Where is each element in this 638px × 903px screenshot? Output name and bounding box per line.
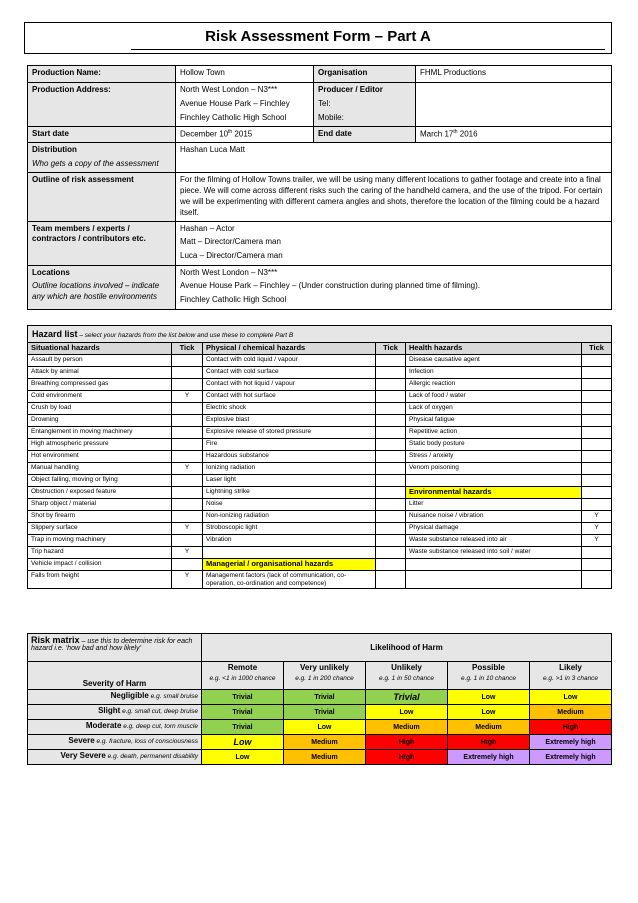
severity-row bbox=[28, 750, 612, 765]
situational-hazard: Drowning bbox=[28, 415, 172, 427]
hazard-row bbox=[28, 379, 612, 391]
col-health: Health hazards bbox=[406, 343, 582, 355]
likelihood-example: e.g. >1 in 3 chance bbox=[542, 675, 599, 682]
severity-example: e.g. deep cut, torn muscle bbox=[121, 723, 198, 730]
physical-hazard: Lightning strike bbox=[203, 487, 376, 499]
producer-label: Producer / Editor bbox=[318, 85, 383, 94]
situational-hazard: Trap in moving machinery bbox=[28, 535, 172, 547]
risk-level-cell: High bbox=[448, 735, 530, 750]
risk-level-cell: Low bbox=[284, 720, 366, 735]
severity-label: Moderate bbox=[85, 721, 122, 730]
risk-level-cell: Trivial bbox=[202, 720, 284, 735]
address-line: North West London – N3*** bbox=[180, 85, 278, 94]
likelihood-example: e.g. 1 in 10 chance bbox=[461, 675, 516, 682]
end-date-value bbox=[416, 127, 612, 143]
health-hazard: Disease causative agent bbox=[406, 355, 582, 367]
likelihood-label: Unlikely bbox=[391, 663, 422, 672]
physical-hazard: Hazardous substance bbox=[203, 451, 376, 463]
risk-level-cell: Medium bbox=[284, 750, 366, 765]
risk-level-cell: Low bbox=[202, 750, 284, 765]
likelihood-label: Likely bbox=[559, 663, 582, 672]
situational-hazard: Attack by animal bbox=[28, 367, 172, 379]
situational-hazard: Trip hazard bbox=[28, 547, 172, 559]
severity-label-cell bbox=[28, 690, 202, 705]
likelihood-column-header bbox=[530, 662, 612, 690]
situational-hazard: Vehicle impact / collision bbox=[28, 559, 172, 571]
situational-tick bbox=[172, 403, 203, 415]
tel-label: Tel: bbox=[318, 98, 331, 108]
distribution-label: Distribution bbox=[32, 145, 77, 155]
health-tick bbox=[582, 571, 612, 589]
start-date-year: 2015 bbox=[232, 129, 253, 139]
location-line: North West London – N3*** bbox=[180, 267, 278, 277]
severity-example: e.g. small cut, deep bruise bbox=[120, 708, 198, 715]
outline-label: Outline of risk assessment bbox=[28, 173, 176, 221]
situational-hazard: Entanglement in moving machinery bbox=[28, 427, 172, 439]
physical-tick bbox=[376, 535, 406, 547]
situational-tick bbox=[172, 379, 203, 391]
distribution-value: Hashan Luca Matt bbox=[176, 143, 612, 173]
situational-hazard: Breathing compressed gas bbox=[28, 379, 172, 391]
physical-hazard: Laser light bbox=[203, 475, 376, 487]
locations-value bbox=[176, 265, 612, 309]
producer-cell bbox=[314, 83, 416, 127]
health-hazard: Stress / anxiety bbox=[406, 451, 582, 463]
col-physical: Physical / chemical hazards bbox=[203, 343, 376, 355]
physical-tick bbox=[376, 511, 406, 523]
hazard-list-title: Hazard list bbox=[32, 329, 78, 339]
health-tick bbox=[582, 463, 612, 475]
health-hazard bbox=[406, 475, 582, 487]
situational-tick: Y bbox=[172, 463, 203, 475]
situational-hazard: Crush by load bbox=[28, 403, 172, 415]
locations-label: Locations bbox=[32, 267, 70, 277]
locations-label-cell bbox=[28, 265, 176, 309]
situational-tick bbox=[172, 367, 203, 379]
situational-tick bbox=[172, 511, 203, 523]
distribution-subtitle: Who gets a copy of the assessment bbox=[32, 159, 159, 169]
start-date-value bbox=[176, 127, 314, 143]
start-date-label: Start date bbox=[28, 127, 176, 143]
health-hazard: Repetitive action bbox=[406, 427, 582, 439]
situational-tick bbox=[172, 415, 203, 427]
health-tick bbox=[582, 379, 612, 391]
hazard-row bbox=[28, 511, 612, 523]
health-tick: Y bbox=[582, 511, 612, 523]
start-date-main: December 10 bbox=[180, 129, 229, 139]
likelihood-column-header bbox=[284, 662, 366, 690]
situational-hazard: Cold environment bbox=[28, 391, 172, 403]
severity-label-cell bbox=[28, 705, 202, 720]
risk-level-cell: Low bbox=[366, 705, 448, 720]
physical-tick bbox=[376, 463, 406, 475]
likelihood-column-header bbox=[448, 662, 530, 690]
severity-example: e.g. death, permanent disability bbox=[105, 753, 198, 760]
physical-hazard: Management factors (lack of communication, co-operation, co-ordination and competence) bbox=[203, 571, 376, 589]
risk-matrix-title: Risk matrix bbox=[31, 635, 80, 645]
health-hazard: Nuisance noise / vibration bbox=[406, 511, 582, 523]
situational-tick: Y bbox=[172, 523, 203, 535]
physical-hazard: Fire bbox=[203, 439, 376, 451]
team-label: Team members / experts / contractors / contributors etc. bbox=[28, 221, 176, 265]
severity-example: e.g. fracture, loss of consciousness bbox=[94, 738, 198, 745]
physical-tick bbox=[376, 523, 406, 535]
physical-tick bbox=[376, 427, 406, 439]
situational-hazard: Sharp object / material bbox=[28, 499, 172, 511]
risk-level-cell: High bbox=[530, 720, 612, 735]
physical-hazard: Vibration bbox=[203, 535, 376, 547]
likelihood-label: Remote bbox=[227, 663, 258, 672]
hazard-row bbox=[28, 475, 612, 487]
physical-tick bbox=[376, 379, 406, 391]
severity-label-cell bbox=[28, 720, 202, 735]
health-tick: Y bbox=[582, 523, 612, 535]
risk-level-cell: Trivial bbox=[202, 705, 284, 720]
hazard-row bbox=[28, 403, 612, 415]
health-hazard: Lack of food / water bbox=[406, 391, 582, 403]
physical-tick bbox=[376, 559, 406, 571]
hazard-row bbox=[28, 463, 612, 475]
severity-row bbox=[28, 720, 612, 735]
hazard-row bbox=[28, 535, 612, 547]
physical-tick bbox=[376, 451, 406, 463]
outline-text: For the filming of Hollow Towns trailer, we will be using many different locations to gather footage and create into a final piece. We will come across different risks such the caring of the handheld camera, and the use of the tripod. For certain we will be experimenting with different camera angles and shots, therefore the location of the filming could be a hazard itself. bbox=[176, 173, 612, 221]
situational-tick bbox=[172, 427, 203, 439]
risk-level-cell: High bbox=[366, 735, 448, 750]
physical-tick bbox=[376, 487, 406, 499]
page-title: Risk Assessment Form – Part A bbox=[205, 28, 431, 45]
hazard-row bbox=[28, 451, 612, 463]
hazard-row bbox=[28, 427, 612, 439]
location-line: Avenue House Park – Finchley – (Under construction during planned time of filming). bbox=[180, 281, 481, 291]
risk-matrix-note: – use this to determine risk for each hazard i.e. ‘how bad and how likely’ bbox=[31, 638, 193, 652]
risk-level-cell: Extremely high bbox=[530, 735, 612, 750]
situational-hazard: Obstruction / exposed feature bbox=[28, 487, 172, 499]
risk-matrix-header bbox=[28, 634, 202, 662]
health-hazard: Venom poisoning bbox=[406, 463, 582, 475]
address-line: Avenue House Park – Finchley bbox=[180, 98, 290, 108]
health-tick bbox=[582, 487, 612, 499]
situational-hazard: Slippery surface bbox=[28, 523, 172, 535]
health-hazard: Lack of oxygen bbox=[406, 403, 582, 415]
hazard-row bbox=[28, 355, 612, 367]
situational-tick bbox=[172, 487, 203, 499]
col-tick: Tick bbox=[582, 343, 612, 355]
likelihood-title: Likelihood of Harm bbox=[202, 634, 612, 662]
risk-level-cell: Low bbox=[202, 735, 284, 750]
production-name-label: Production Name: bbox=[28, 66, 176, 83]
col-tick: Tick bbox=[172, 343, 203, 355]
health-tick bbox=[582, 355, 612, 367]
risk-level-cell: Extremely high bbox=[530, 750, 612, 765]
producer-value bbox=[416, 83, 612, 127]
situational-tick: Y bbox=[172, 547, 203, 559]
severity-label: Very Severe bbox=[60, 751, 106, 760]
physical-tick bbox=[376, 355, 406, 367]
mobile-label: Mobile: bbox=[318, 112, 344, 122]
hazard-row bbox=[28, 367, 612, 379]
locations-subtitle: Outline locations involved – indicate any which are hostile environments bbox=[32, 281, 160, 302]
physical-hazard: Contact with hot liquid / vapour bbox=[203, 379, 376, 391]
production-info-table bbox=[27, 65, 612, 310]
start-date-suffix: th bbox=[228, 129, 233, 135]
situational-tick bbox=[172, 439, 203, 451]
health-tick bbox=[582, 367, 612, 379]
health-hazard bbox=[406, 571, 582, 589]
severity-example: e.g. small bruise bbox=[148, 693, 198, 700]
hazard-list-header bbox=[28, 326, 612, 343]
severity-label: Negligible bbox=[110, 691, 149, 700]
physical-tick bbox=[376, 367, 406, 379]
physical-tick bbox=[376, 391, 406, 403]
hazard-row bbox=[28, 571, 612, 589]
likelihood-example: e.g. 1 in 200 chance bbox=[295, 675, 354, 682]
health-tick bbox=[582, 403, 612, 415]
risk-level-cell: Medium bbox=[448, 720, 530, 735]
severity-label-cell bbox=[28, 735, 202, 750]
situational-tick bbox=[172, 451, 203, 463]
risk-level-cell: Low bbox=[448, 690, 530, 705]
severity-label: Slight bbox=[98, 706, 121, 715]
health-hazard: Allergic reaction bbox=[406, 379, 582, 391]
risk-level-cell: Trivial bbox=[284, 705, 366, 720]
risk-level-cell: Trivial bbox=[284, 690, 366, 705]
severity-label: Severe bbox=[68, 736, 95, 745]
health-hazard: Physical fatigue bbox=[406, 415, 582, 427]
physical-hazard: Explosive release of stored pressure bbox=[203, 427, 376, 439]
mgmt-hazards-header: Managerial / organisational hazards bbox=[203, 559, 376, 571]
production-address-value bbox=[176, 83, 314, 127]
likelihood-label: Very unlikely bbox=[300, 663, 349, 672]
health-tick bbox=[582, 427, 612, 439]
physical-tick bbox=[376, 547, 406, 559]
physical-hazard bbox=[203, 547, 376, 559]
risk-level-cell: Medium bbox=[530, 705, 612, 720]
physical-tick bbox=[376, 571, 406, 589]
severity-row bbox=[28, 705, 612, 720]
physical-hazard: Contact with hot surface bbox=[203, 391, 376, 403]
physical-tick bbox=[376, 499, 406, 511]
production-address-label: Production Address: bbox=[28, 83, 176, 127]
risk-matrix-rows bbox=[28, 690, 612, 765]
distribution-label-cell bbox=[28, 143, 176, 173]
risk-level-cell: Low bbox=[448, 705, 530, 720]
physical-tick bbox=[376, 439, 406, 451]
physical-hazard: Ionizing radiation bbox=[203, 463, 376, 475]
col-situational: Situational hazards bbox=[28, 343, 172, 355]
hazard-row bbox=[28, 415, 612, 427]
risk-level-cell: Medium bbox=[366, 720, 448, 735]
col-tick: Tick bbox=[376, 343, 406, 355]
situational-hazard: Object falling, moving or flying bbox=[28, 475, 172, 487]
health-tick bbox=[582, 559, 612, 571]
situational-tick bbox=[172, 499, 203, 511]
situational-tick: Y bbox=[172, 391, 203, 403]
physical-hazard: Electric shock bbox=[203, 403, 376, 415]
end-date-main: March 17 bbox=[420, 129, 454, 139]
organisation-label: Organisation bbox=[314, 66, 416, 83]
location-line: Finchley Catholic High School bbox=[180, 295, 287, 305]
end-date-year: 2016 bbox=[457, 129, 478, 139]
likelihood-column-header bbox=[202, 662, 284, 690]
health-tick bbox=[582, 547, 612, 559]
physical-hazard: Non-ionizing radiation bbox=[203, 511, 376, 523]
severity-title: Severity of Harm bbox=[28, 662, 202, 690]
risk-level-cell: High bbox=[366, 750, 448, 765]
physical-hazard: Contact with cold liquid / vapour bbox=[203, 355, 376, 367]
organisation-value: FHML Productions bbox=[416, 66, 612, 83]
team-member: Hashan – Actor bbox=[180, 223, 235, 233]
health-hazard: Waste substance released into air bbox=[406, 535, 582, 547]
health-tick bbox=[582, 439, 612, 451]
title-underline bbox=[131, 49, 605, 50]
physical-tick bbox=[376, 403, 406, 415]
situational-tick bbox=[172, 475, 203, 487]
hazard-row bbox=[28, 487, 612, 499]
likelihood-column-header bbox=[366, 662, 448, 690]
env-hazards-header: Environmental hazards bbox=[406, 487, 582, 499]
situational-hazard: Assault by person bbox=[28, 355, 172, 367]
health-tick bbox=[582, 499, 612, 511]
production-name-value: Hollow Town bbox=[176, 66, 314, 83]
situational-hazard: Hot environment bbox=[28, 451, 172, 463]
risk-level-cell: Trivial bbox=[366, 690, 448, 705]
health-tick: Y bbox=[582, 535, 612, 547]
hazard-row bbox=[28, 559, 612, 571]
risk-level-cell: Medium bbox=[284, 735, 366, 750]
physical-tick bbox=[376, 415, 406, 427]
health-hazard: Waste substance released into soil / water bbox=[406, 547, 582, 559]
situational-tick bbox=[172, 535, 203, 547]
address-line: Finchley Catholic High School bbox=[180, 112, 287, 122]
severity-row bbox=[28, 735, 612, 750]
health-hazard bbox=[406, 559, 582, 571]
hazard-row bbox=[28, 391, 612, 403]
situational-hazard: Manual handling bbox=[28, 463, 172, 475]
likelihood-example: e.g. 1 in 50 chance bbox=[379, 675, 434, 682]
risk-matrix-table bbox=[27, 633, 612, 765]
hazard-rows bbox=[28, 355, 612, 589]
team-member: Luca – Director/Camera man bbox=[180, 251, 283, 261]
team-member: Matt – Director/Camera man bbox=[180, 237, 281, 247]
hazard-list-table bbox=[27, 325, 612, 589]
physical-hazard: Noise bbox=[203, 499, 376, 511]
risk-level-cell: Low bbox=[530, 690, 612, 705]
health-tick bbox=[582, 451, 612, 463]
end-date-label: End date bbox=[314, 127, 416, 143]
health-hazard: Physical damage bbox=[406, 523, 582, 535]
hazard-row bbox=[28, 499, 612, 511]
end-date-suffix: th bbox=[453, 129, 458, 135]
situational-hazard: Falls from height bbox=[28, 571, 172, 589]
physical-tick bbox=[376, 475, 406, 487]
hazard-list-subtitle: – select your hazards from the list below and use these to complete Part B bbox=[77, 332, 294, 339]
physical-hazard: Contact with cold surface bbox=[203, 367, 376, 379]
health-tick bbox=[582, 475, 612, 487]
hazard-row bbox=[28, 439, 612, 451]
situational-hazard: High atmospheric pressure bbox=[28, 439, 172, 451]
severity-label-cell bbox=[28, 750, 202, 765]
health-tick bbox=[582, 415, 612, 427]
risk-level-cell: Extremely high bbox=[448, 750, 530, 765]
title-box bbox=[24, 22, 612, 54]
risk-level-cell: Trivial bbox=[202, 690, 284, 705]
physical-hazard: Explosive blast bbox=[203, 415, 376, 427]
health-hazard: Infection bbox=[406, 367, 582, 379]
situational-tick bbox=[172, 355, 203, 367]
likelihood-label: Possible bbox=[472, 663, 505, 672]
situational-hazard: Shot by firearm bbox=[28, 511, 172, 523]
team-value bbox=[176, 221, 612, 265]
situational-tick bbox=[172, 559, 203, 571]
hazard-row bbox=[28, 523, 612, 535]
health-tick bbox=[582, 391, 612, 403]
health-hazard: Static body posture bbox=[406, 439, 582, 451]
hazard-row bbox=[28, 547, 612, 559]
health-hazard: Litter bbox=[406, 499, 582, 511]
situational-tick: Y bbox=[172, 571, 203, 589]
severity-row bbox=[28, 690, 612, 705]
likelihood-example: e.g. <1 in 1000 chance bbox=[209, 675, 276, 682]
physical-hazard: Stroboscopic light bbox=[203, 523, 376, 535]
